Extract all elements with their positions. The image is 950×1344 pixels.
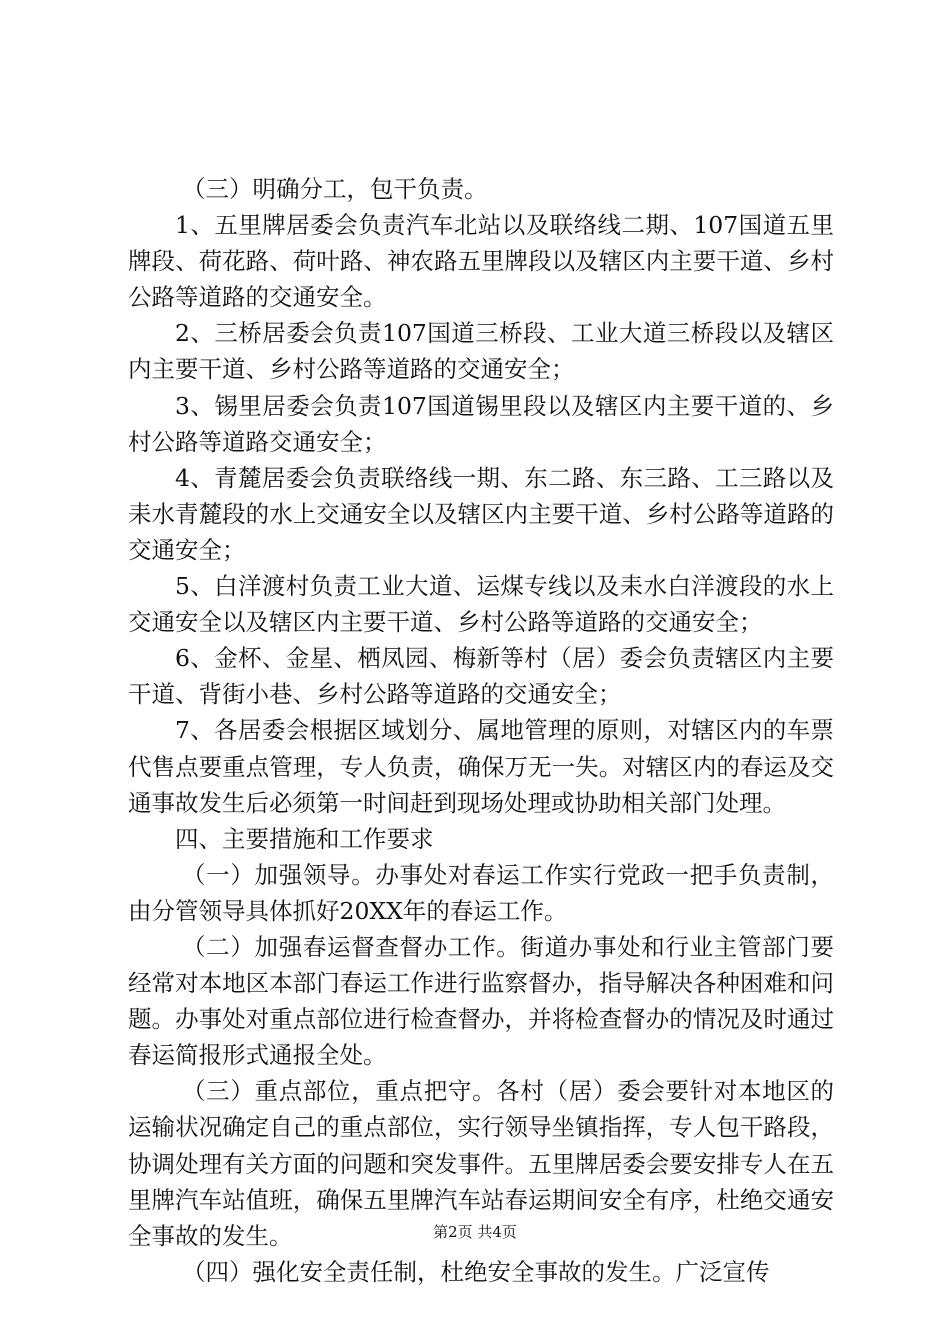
- paragraph-measure-2: （二）加强春运督查督办工作。街道办事处和行业主管部门要经常对本地区本部门春运工作进行监察督办，指导解决各种困难和问题。办事处对重点部位进行检查督办，并将检查督办的情况及时通过春运简报形式通报全处。: [128, 932, 834, 1070]
- page-footer: [0, 1222, 950, 1242]
- paragraph-section-3-heading: （三）明确分工，包干负责。: [182, 175, 488, 203]
- paragraph-measure-1: （一）加强领导。办事处对春运工作实行党政一把手负责制，由分管领导具体抓好20XX年的春运工作。: [128, 860, 834, 925]
- paragraph-item-1: 1、五里牌居委会负责汽车北站以及联络线二期、107国道五里牌段、荷花路、荷叶路、神农路五里牌段以及辖区内主要干道、乡村公路等道路的交通安全。: [128, 211, 834, 312]
- paragraph-measure-3: （三）重点部位，重点把守。各村（居）委会要针对本地区的运输状况确定自己的重点部位，实行领导坐镇指挥，专人包干路段，协调处理有关方面的问题和突发事件。五里牌居委会要安排专人在五里牌汽车站值班，确保五里牌汽车站春运期间安全有序，杜绝交通安全事故的发生。: [128, 1077, 834, 1250]
- page-number: 第2页: [433, 1223, 473, 1241]
- paragraph-item-5: 5、白洋渡村负责工业大道、运煤专线以及耒水白洋渡段的水上交通安全以及辖区内主要干道、乡村公路等道路的交通安全；: [128, 572, 834, 637]
- paragraph-item-7: 7、各居委会根据区域划分、属地管理的原则，对辖区内的车票代售点要重点管理，专人负责，确保万无一失。对辖区内的春运及交通事故发生后必须第一时间赶到现场处理或协助相关部门处理。: [128, 716, 834, 817]
- paragraph-item-6: 6、金杯、金星、栖凤园、梅新等村（居）委会负责辖区内主要干道、背街小巷、乡村公路等道路的交通安全；: [128, 644, 834, 709]
- paragraph-item-2: 2、三桥居委会负责107国道三桥段、工业大道三桥段以及辖区内主要干道、乡村公路等道路的交通安全；: [128, 319, 834, 384]
- paragraph-item-4: 4、青麓居委会负责联络线一期、东二路、东三路、工三路以及耒水青麓段的水上交通安全以及辖区内主要干道、乡村公路等道路的交通安全；: [128, 463, 834, 564]
- page-total: 共4页: [477, 1223, 517, 1241]
- paragraph-item-3: 3、锡里居委会负责107国道锡里段以及辖区内主要干道的、乡村公路等道路交通安全；: [128, 391, 834, 456]
- document-body: [128, 171, 834, 1290]
- paragraph-measure-4: （四）强化安全责任制，杜绝安全事故的发生。广泛宣传: [182, 1257, 770, 1286]
- section-heading-measures: 四、主要措施和工作要求: [175, 824, 434, 853]
